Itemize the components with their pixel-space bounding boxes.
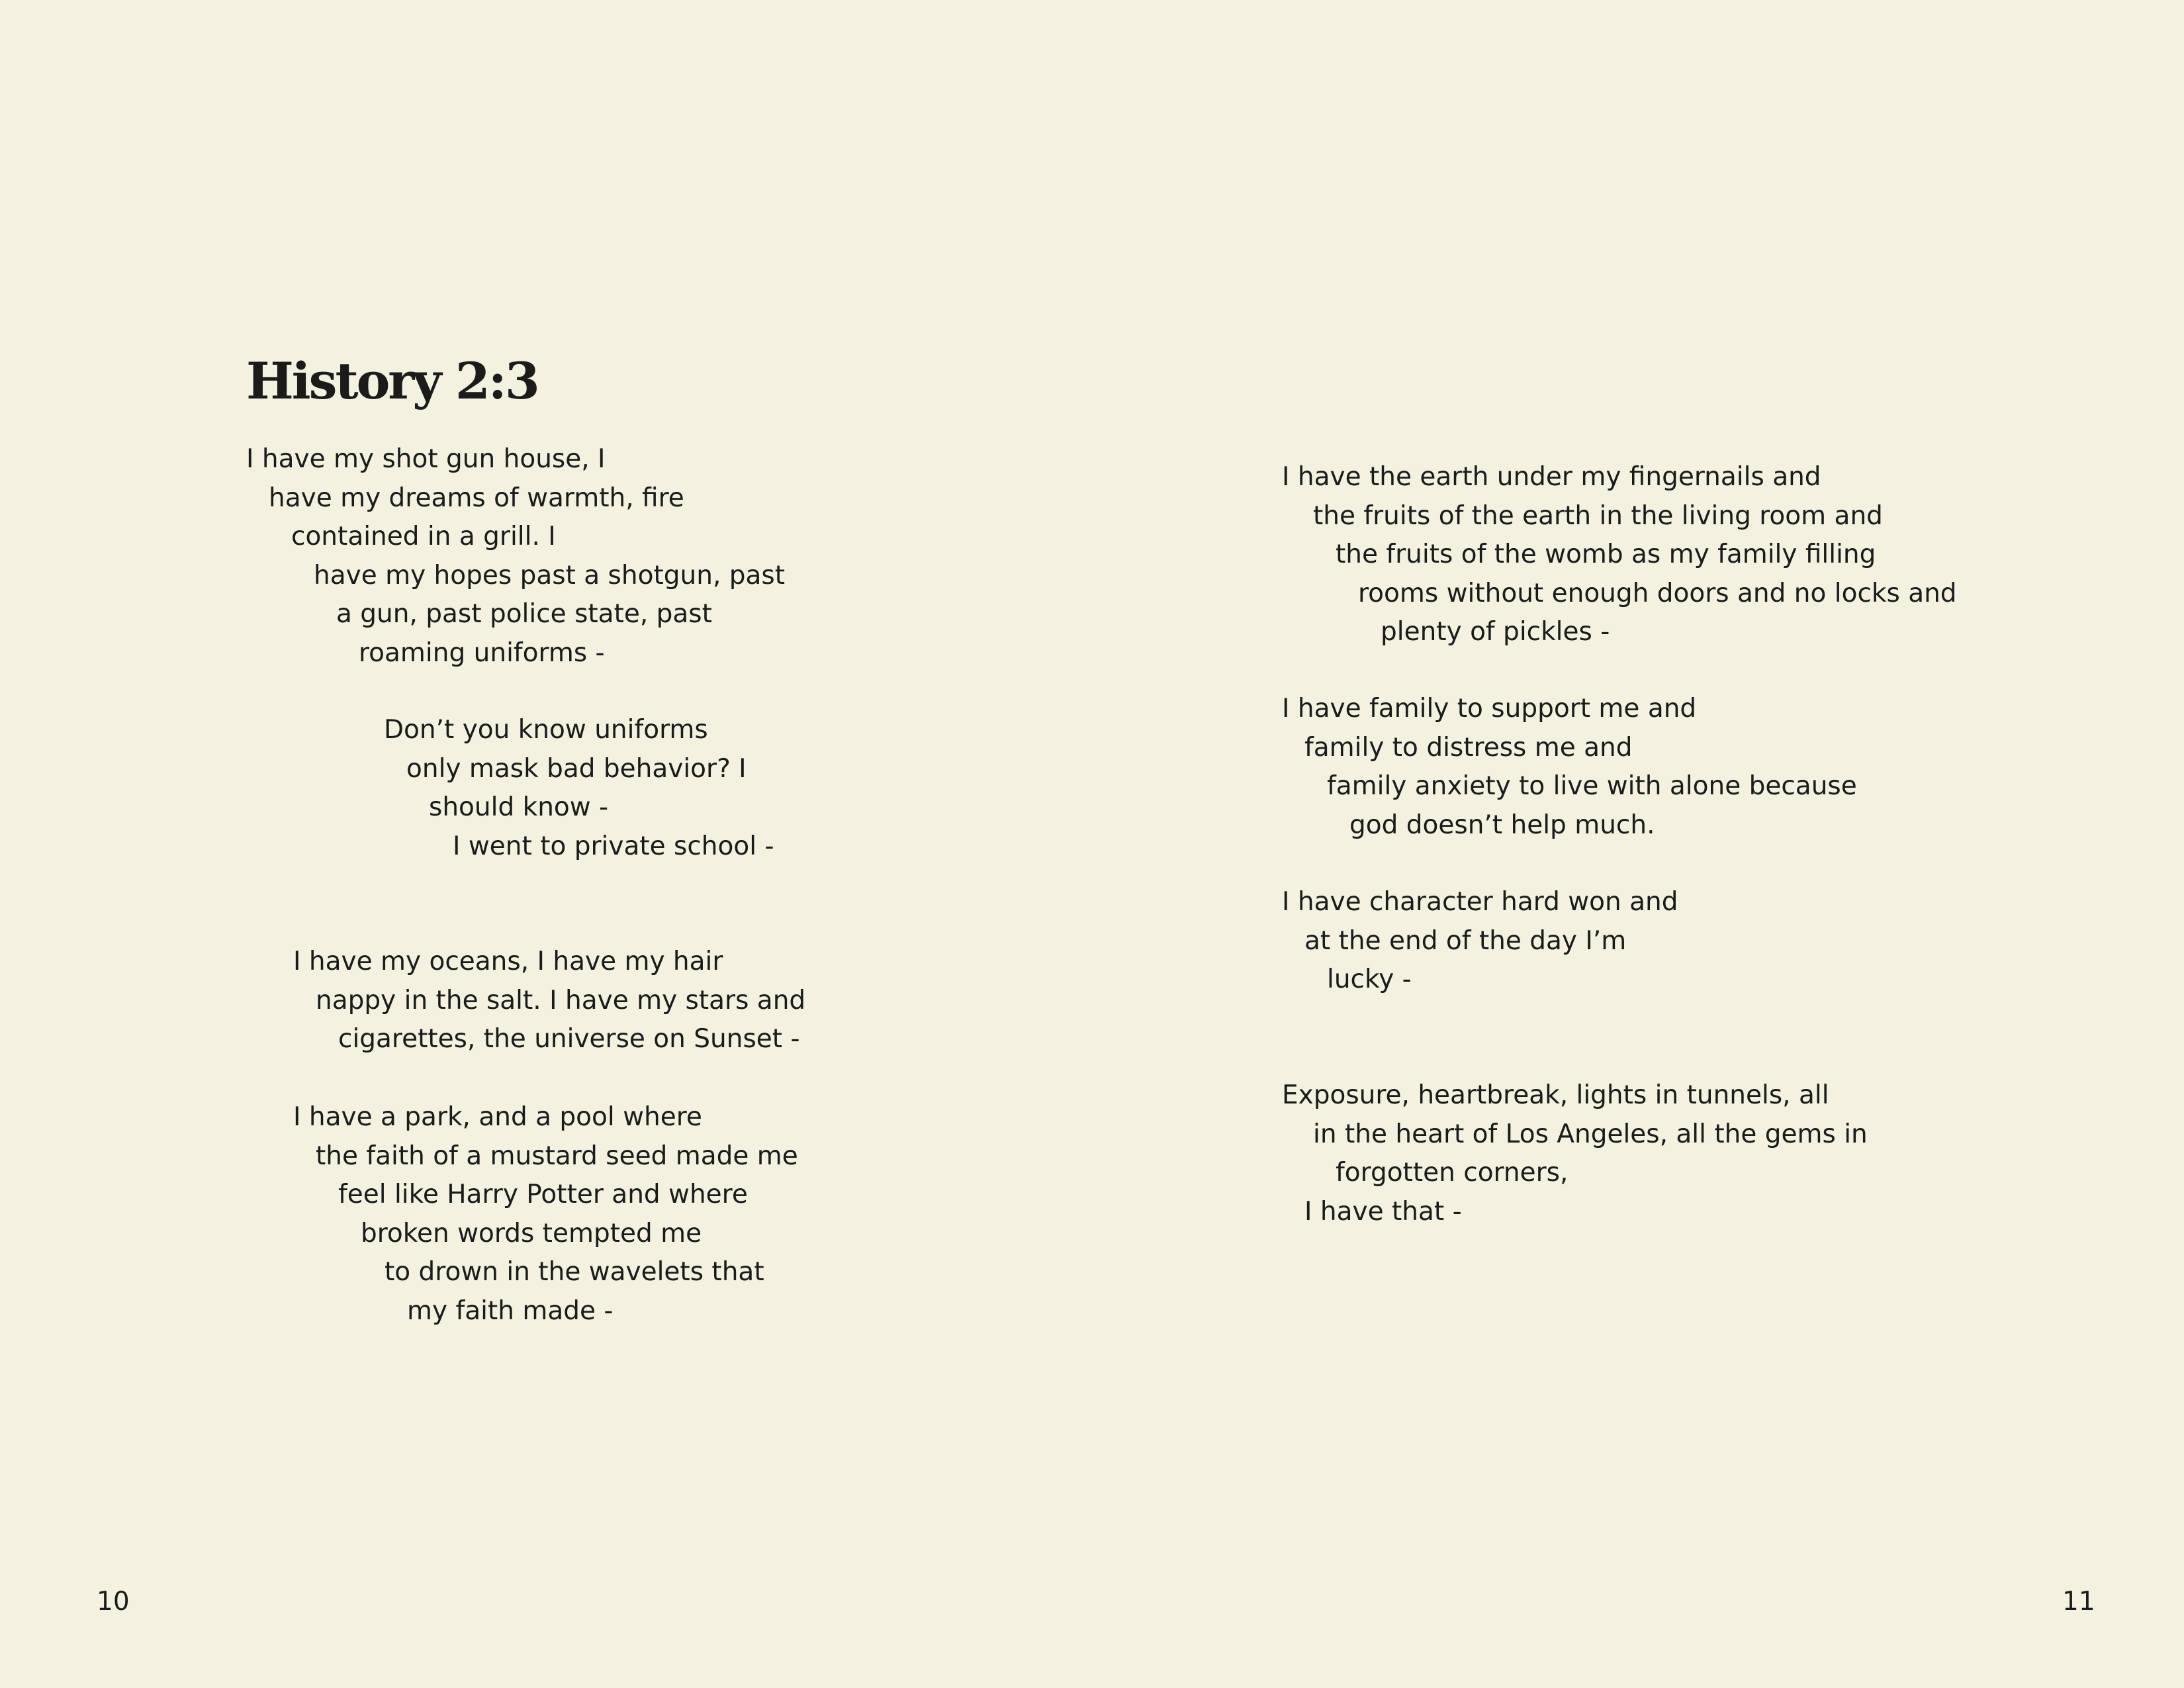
poem-line: at the end of the day I’m <box>1304 925 1627 956</box>
right-page <box>1092 0 2184 1688</box>
poem-line: family to distress me and <box>1304 732 1633 763</box>
poem-line: contained in a grill. I <box>291 522 556 551</box>
poem-line: have my dreams of warmth, fire <box>269 483 684 513</box>
poem-line: I have family to support me and <box>1282 694 1697 724</box>
poem-line: the fruits of the womb as my family filling <box>1336 539 1876 569</box>
poem-line: lucky - <box>1327 964 1412 994</box>
poem-line: should know - <box>429 792 609 822</box>
poem-line: the faith of a mustard seed made me <box>316 1141 798 1171</box>
poem-line: god doesn’t help much. <box>1349 810 1655 840</box>
poem-line: have my hopes past a shotgun, past <box>314 560 785 590</box>
poem-line: broken words tempted me <box>361 1218 702 1248</box>
poem-line: only mask bad behavior? I <box>406 753 747 784</box>
poem-line: a gun, past police state, past <box>336 599 712 629</box>
poem-line: I have my oceans, I have my hair <box>293 947 723 976</box>
left-stanza-4 <box>293 1098 798 1331</box>
poem-line: plenty of pickles - <box>1381 617 1610 647</box>
poem-line: family anxiety to live with alone because <box>1327 771 1857 801</box>
poem-line: I have character hard won and <box>1282 887 1678 917</box>
poem-line: nappy in the salt. I have my stars and <box>316 985 806 1015</box>
poem-line: feel like Harry Potter and where <box>338 1180 748 1209</box>
poem-line: I have the earth under my fingernails and <box>1282 462 1821 492</box>
left-stanza-1 <box>246 440 785 673</box>
poem-line: I went to private school - <box>453 831 774 861</box>
poem-line: I have a park, and a pool where <box>293 1102 702 1132</box>
poem-line: Don’t you know uniforms <box>384 715 708 745</box>
poem-line: cigarettes, the universe on Sunset - <box>338 1024 800 1054</box>
poem-line: rooms without enough doors and no locks and <box>1358 578 1957 608</box>
poem-line: the fruits of the earth in the living room and <box>1313 500 1883 531</box>
poem-line: to drown in the wavelets that <box>385 1257 764 1287</box>
poem-line: forgotten corners, <box>1336 1158 1569 1188</box>
right-stanza-4 <box>1282 1076 1868 1231</box>
page-number-right: 11 <box>2062 1587 2095 1617</box>
left-stanza-2 <box>384 711 774 866</box>
right-stanza-3 <box>1282 883 1678 1000</box>
right-stanza-1 <box>1282 458 1957 652</box>
poem-line: roaming uniforms - <box>359 637 605 668</box>
poem-line: I have my shot gun house, I <box>246 444 606 474</box>
poem-line: I have that - <box>1304 1196 1462 1227</box>
poem-line: Exposure, heartbreak, lights in tunnels, all <box>1282 1080 1829 1110</box>
poem-line: my faith made - <box>407 1295 614 1326</box>
right-stanza-2 <box>1282 690 1857 845</box>
poem-line: in the heart of Los Angeles, all the gems in <box>1313 1119 1868 1149</box>
left-stanza-3 <box>293 943 805 1059</box>
poem-title: History 2:3 <box>246 352 538 410</box>
page-number-left: 10 <box>97 1587 130 1617</box>
